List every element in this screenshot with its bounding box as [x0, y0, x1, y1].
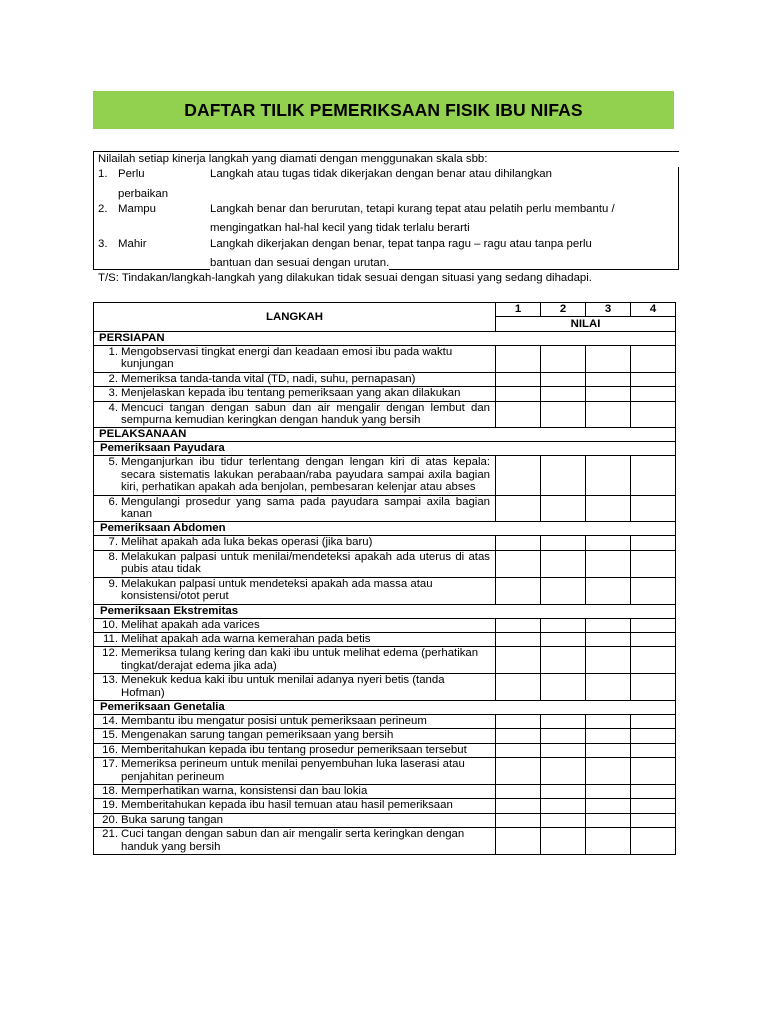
score-cell[interactable] — [541, 495, 586, 522]
score-cell[interactable] — [631, 536, 676, 550]
header-score-1: 1 — [496, 303, 541, 317]
scale-desc: mengingatkan hal-hal kecil yang tidak terlalu berarti — [210, 222, 470, 234]
step-number: 12. — [102, 647, 118, 660]
scale-number: 1. — [98, 168, 108, 180]
score-cell[interactable] — [631, 729, 676, 743]
score-cell[interactable] — [586, 618, 631, 632]
step-text: Membantu ibu mengatur posisi untuk pemeriksaan perineum — [121, 714, 427, 727]
score-cell[interactable] — [496, 813, 541, 827]
step-text: Melihat apakah ada warna kemerahan pada betis — [121, 632, 371, 645]
score-cell[interactable] — [496, 714, 541, 728]
step-number: 4. — [108, 401, 118, 414]
score-cell[interactable] — [541, 618, 586, 632]
scale-label-perlu: Perlu — [118, 168, 145, 180]
score-cell[interactable] — [541, 743, 586, 757]
score-cell[interactable] — [586, 536, 631, 550]
score-cell[interactable] — [586, 401, 631, 428]
step-number: 10. — [102, 618, 118, 631]
scale-label-mampu: Mampu — [118, 203, 156, 215]
score-cell[interactable] — [631, 372, 676, 386]
scale-desc: Langkah benar dan berurutan, tetapi kurang tepat atau pelatih perlu membantu / — [210, 203, 615, 215]
table-row — [94, 536, 676, 550]
step-number: 7. — [108, 536, 118, 549]
score-cell[interactable] — [541, 674, 586, 701]
section-persiapan: PERSIAPAN — [94, 332, 676, 346]
step-number: 2. — [108, 372, 118, 385]
score-cell[interactable] — [586, 799, 631, 813]
score-cell[interactable] — [496, 372, 541, 386]
score-cell[interactable] — [631, 647, 676, 674]
score-cell[interactable] — [631, 550, 676, 577]
score-cell[interactable] — [541, 784, 586, 798]
score-cell[interactable] — [541, 729, 586, 743]
step-text: Menjelaskan kepada ibu tentang pemeriksaan yang akan dilakukan — [121, 387, 461, 400]
score-cell[interactable] — [586, 372, 631, 386]
score-cell[interactable] — [631, 632, 676, 646]
score-cell[interactable] — [541, 647, 586, 674]
scale-desc: Langkah atau tugas tidak dikerjakan dengan benar atau dihilangkan — [210, 168, 552, 180]
subsection-payudara: Pemeriksaan Payudara — [94, 442, 676, 456]
score-cell[interactable] — [541, 714, 586, 728]
score-cell[interactable] — [586, 647, 631, 674]
score-cell[interactable] — [541, 828, 586, 855]
table-row — [94, 647, 676, 674]
score-cell[interactable] — [631, 618, 676, 632]
table-row — [94, 401, 676, 428]
score-cell[interactable] — [541, 401, 586, 428]
score-cell[interactable] — [496, 758, 541, 785]
subsection-abdomen: Pemeriksaan Abdomen — [94, 522, 676, 536]
score-cell[interactable] — [586, 387, 631, 401]
table-row — [94, 618, 676, 632]
score-cell[interactable] — [586, 743, 631, 757]
score-cell[interactable] — [541, 758, 586, 785]
step-number: 9. — [108, 577, 118, 590]
score-cell[interactable] — [631, 346, 676, 373]
score-cell[interactable] — [496, 387, 541, 401]
table-row — [94, 372, 676, 386]
scale-desc: Langkah dikerjakan dengan benar, tepat tanpa ragu – ragu atau tanpa perlu — [210, 238, 592, 250]
table-row — [94, 674, 676, 701]
step-text: Memperhatikan warna, konsistensi dan bau lokia — [121, 784, 368, 797]
score-cell[interactable] — [541, 550, 586, 577]
step-text: Mengobservasi tingkat energi dan keadaan emosi ibu pada waktu kunjungan — [121, 346, 453, 371]
score-cell[interactable] — [496, 456, 541, 495]
scale-ts-note: T/S: Tindakan/langkah-langkah yang dilakukan tidak sesuai dengan situasi yang sedang dihadapi. — [98, 272, 592, 284]
checklist-table — [93, 302, 676, 855]
step-text: Menganjurkan ibu tidur terlentang dengan lengan kiri di atas kepala: secara sistematis lakukan perabaan/raba payudara sampai axila bagian kiri, perhatikan apakah ada benjolan, pembesaran kelenjar atau abses — [121, 456, 490, 494]
step-text: Mengenakan sarung tangan pemeriksaan yang bersih — [121, 729, 394, 742]
score-cell[interactable] — [541, 577, 586, 604]
step-number: 8. — [108, 550, 118, 563]
score-cell[interactable] — [541, 632, 586, 646]
scale-legend — [93, 151, 679, 270]
step-number: 16. — [102, 743, 118, 756]
score-cell[interactable] — [586, 674, 631, 701]
scale-label-mahir: Mahir — [118, 238, 147, 250]
score-cell[interactable] — [631, 743, 676, 757]
step-text: Mengulangi prosedur yang sama pada payudara sampai axila bagian kanan — [121, 495, 490, 521]
score-cell[interactable] — [496, 495, 541, 522]
score-cell[interactable] — [631, 401, 676, 428]
score-cell[interactable] — [586, 813, 631, 827]
score-cell[interactable] — [496, 577, 541, 604]
header-score-3: 3 — [586, 303, 631, 317]
score-cell[interactable] — [496, 647, 541, 674]
subsection-ekstremitas: Pemeriksaan Ekstremitas — [94, 604, 676, 618]
score-cell[interactable] — [496, 784, 541, 798]
table-row — [94, 828, 676, 855]
table-row — [94, 387, 676, 401]
table-row — [94, 813, 676, 827]
score-cell[interactable] — [586, 784, 631, 798]
table-row — [94, 577, 676, 604]
scale-desc: bantuan dan sesuai dengan urutan. — [210, 257, 390, 269]
step-number: 14. — [102, 714, 118, 727]
score-cell[interactable] — [631, 577, 676, 604]
header-langkah: LANGKAH — [94, 303, 496, 332]
score-cell[interactable] — [496, 743, 541, 757]
score-cell[interactable] — [586, 714, 631, 728]
score-cell[interactable] — [586, 456, 631, 495]
table-row — [94, 799, 676, 813]
score-cell[interactable] — [631, 387, 676, 401]
score-cell[interactable] — [631, 495, 676, 522]
score-cell[interactable] — [586, 346, 631, 373]
step-text: Memberitahukan kepada ibu tentang prosedur pemeriksaan tersebut — [121, 743, 467, 756]
score-cell[interactable] — [631, 674, 676, 701]
score-cell[interactable] — [496, 674, 541, 701]
step-number: 19. — [102, 799, 118, 812]
score-cell[interactable] — [586, 495, 631, 522]
section-pelaksanaan: PELAKSANAAN — [94, 428, 676, 442]
score-cell[interactable] — [541, 813, 586, 827]
score-cell[interactable] — [586, 828, 631, 855]
score-cell[interactable] — [586, 632, 631, 646]
step-number: 15. — [102, 729, 118, 742]
subsection-genetalia: Pemeriksaan Genetalia — [94, 700, 676, 714]
score-cell[interactable] — [631, 813, 676, 827]
score-cell[interactable] — [586, 577, 631, 604]
score-cell[interactable] — [586, 729, 631, 743]
step-text: Melakukan palpasi untuk menilai/mendeteksi apakah ada uterus di atas pubis atau tidak — [121, 550, 490, 576]
document-title: DAFTAR TILIK PEMERIKSAAN FISIK IBU NIFAS — [93, 91, 674, 129]
table-row — [94, 632, 676, 646]
score-cell[interactable] — [631, 456, 676, 495]
step-text: Melihat apakah ada luka bekas operasi (jika baru) — [121, 536, 373, 549]
table-row — [94, 743, 676, 757]
step-text: Memeriksa perineum untuk menilai penyembuhan luka laserasi atau penjahitan perineum — [121, 758, 465, 783]
table-row — [94, 495, 676, 522]
step-text: Melakukan palpasi untuk mendeteksi apakah ada massa atau konsistensi/otot perut — [121, 577, 433, 603]
score-cell[interactable] — [586, 550, 631, 577]
table-row — [94, 784, 676, 798]
score-cell[interactable] — [496, 632, 541, 646]
step-number: 11. — [103, 632, 118, 645]
step-text: Cuci tangan dengan sabun dan air mengalir serta keringkan dengan handuk yang bersih — [121, 828, 465, 853]
table-row — [94, 729, 676, 743]
score-cell[interactable] — [631, 758, 676, 785]
header-nilai: NILAI — [496, 317, 676, 332]
table-row — [94, 346, 676, 373]
score-cell[interactable] — [631, 784, 676, 798]
score-cell[interactable] — [541, 372, 586, 386]
step-text: Menekuk kedua kaki ibu untuk menilai adanya nyeri betis (tanda Hofman) — [121, 674, 445, 699]
table-row — [94, 714, 676, 728]
score-cell[interactable] — [496, 401, 541, 428]
step-number: 20. — [102, 813, 118, 826]
score-cell[interactable] — [496, 346, 541, 373]
step-number: 5. — [108, 456, 118, 469]
scale-number: 2. — [98, 203, 108, 215]
score-cell[interactable] — [631, 799, 676, 813]
step-text: Memberitahukan kepada ibu hasil temuan atau hasil pemeriksaan — [121, 799, 453, 812]
scale-intro: Nilailah setiap kinerja langkah yang diamati dengan menggunakan skala sbb: — [98, 153, 488, 165]
score-cell[interactable] — [586, 758, 631, 785]
score-cell[interactable] — [631, 714, 676, 728]
score-cell[interactable] — [541, 799, 586, 813]
step-text: Memeriksa tanda-tanda vital (TD, nadi, suhu, pernapasan) — [121, 372, 416, 385]
score-cell[interactable] — [496, 618, 541, 632]
score-cell[interactable] — [541, 536, 586, 550]
step-text: Buka sarung tangan — [121, 813, 223, 826]
score-cell[interactable] — [541, 346, 586, 373]
table-row — [94, 456, 676, 495]
table-row — [94, 758, 676, 785]
step-number: 6. — [108, 495, 118, 508]
score-cell[interactable] — [541, 456, 586, 495]
step-number: 3. — [108, 387, 118, 400]
score-cell[interactable] — [496, 828, 541, 855]
step-number: 21. — [102, 828, 118, 841]
scale-desc: perbaikan — [118, 188, 169, 200]
scale-number: 3. — [98, 238, 108, 250]
step-number: 1. — [108, 346, 118, 358]
score-cell[interactable] — [496, 799, 541, 813]
step-number: 17. — [102, 758, 118, 771]
step-number: 13. — [102, 674, 118, 687]
header-score-4: 4 — [631, 303, 676, 317]
score-cell[interactable] — [631, 828, 676, 855]
step-text: Memeriksa tulang kering dan kaki ibu untuk melihat edema (perhatikan tingkat/derajat edema jika ada) — [121, 647, 479, 672]
score-cell[interactable] — [496, 550, 541, 577]
score-cell[interactable] — [496, 536, 541, 550]
table-row — [94, 550, 676, 577]
step-text: Mencuci tangan dengan sabun dan air mengalir dengan lembut dan sempurna kemudian keringkan dengan handuk yang bersih — [121, 401, 490, 427]
step-text: Melihat apakah ada varices — [121, 618, 260, 631]
header-score-2: 2 — [541, 303, 586, 317]
score-cell[interactable] — [541, 387, 586, 401]
score-cell[interactable] — [496, 729, 541, 743]
step-number: 18. — [102, 784, 118, 797]
